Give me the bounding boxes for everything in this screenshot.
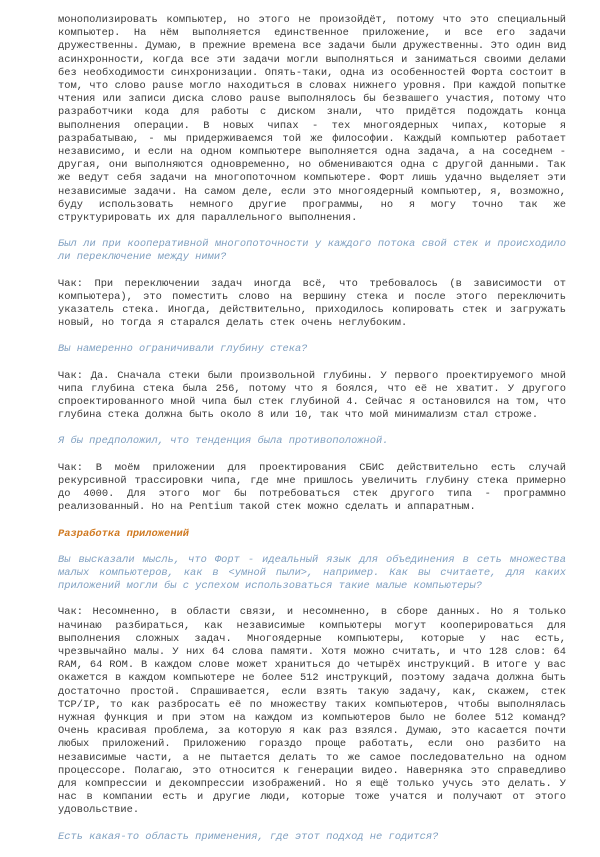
answer-paragraph: Чак: Да. Сначала стеки были произвольной глубины. У первого проектируемого мной чипа глубина стека была 256, потому что я боялся, что её не хватит. У другого спроектированного мной чипа был стек глубиной 4. Сейчас я остановился на том, что глубина стека должна быть около 8 или 10, так что мой минимализм стал строже. bbox=[58, 369, 566, 422]
answer-paragraph: монополизировать компьютер, но этого не произойдёт, потому что это специальный компьютер. На нём выполняется единственное приложение, и все его задачи дружественны. Думаю, в прежние времена все задачи были дружественны. Это один вид асинхронности, когда все эти задачи могли выполняться и заниматься своими делами без необходимости синхронизации. Опять-таки, одна из особенностей Форта состоит в том, что слово pause могло находиться в словах нижнего уровня. При каждой попытке чтения или записи диска слово pause выполнялось бы безвашего участия, потому что разработчики кода для работы с диском знали, что придётся подождать конца выполнения операции. В новых чипах - тех многоядерных чипах, которые я разрабатываю, - мы придерживаемся той же философии. Каждый компьютер работает независимо, и если на одном компьютере выполняется одна задача, а на соседнем - другая, они выполняются одновременно, но обмениваются одна с другой данными. Так же ведут себя задачи на многопоточном компьютере. Форт лишь удачно выделяет эти независимые задачи. На самом деле, если это многоядерный компьютер, я, возможно, буду использовать немного другие программы, но я могу точно так же структурировать их для параллельного выполнения. bbox=[58, 14, 566, 225]
answer-paragraph: Чак: В моём приложении для проектирования СБИС действительно есть случай рекурсивной трассировки чипа, где мне пришлось увеличить глубину стека примерно до 4000. Для этого мог бы потребоваться стек другого типа - программно реализованный. Но на Pentium такой стек можно сделать и аппаратным. bbox=[58, 461, 566, 514]
answer-paragraph: Чак: Несомненно, в области связи, и несомненно, в сборе данных. Но я только начинаю разбираться, как независимые компьютеры могут кооперироваться для выполнения сложных задач. Многоядерные компьютеры, которые у нас есть, чрезвычайно малы. У них 64 слова памяти. Хотя можно считать, и что 128 слов: 64 RAM, 64 ROM. В каждом слове может храниться до четырёх инструкций. В итоге у вас окажется в каждом компьютере не более 512 инструкций, поэтому задача должна быть достаточно простой. Спрашивается, если взять такую задачу, как, скажем, стек TCP/IP, то как разбросать её по множеству таких компьютеров, чтобы выполнялась нужная функция и при этом на каждом из компьютеров было не более 512 команд? Очень красивая проблема, за которую я как раз взялся. Думаю, это касается почти любых приложений. Приложению гораздо проще работать, если оно разбито на независимые части, а не пытается делать то же самое последовательно на одном процессоре. Полагаю, это относится к генерации видео. Наверняка это справедливо для компрессии и декомпрессии изображений. Но я ещё только учусь это делать. У нас в компании есть и другие люди, которые тоже учатся и получают от этого удовольствие. bbox=[58, 606, 566, 817]
interviewer-question: Вы намеренно ограничивали глубину стека? bbox=[58, 343, 308, 356]
interviewer-question: Я бы предположил, что тенденция была противоположной. bbox=[58, 435, 389, 448]
interviewer-question: Вы высказали мысль, что Форт - идеальный язык для объединения в сеть множества малых компьютеров, как в <умной пыли>, например. Как вы считаете, для каких приложений могли бы с успехом использоваться такие малые компьютеры? bbox=[58, 553, 566, 593]
interviewer-question: Есть какая-то область применения, где этот подход не годится? bbox=[58, 830, 439, 843]
document-page bbox=[58, 14, 566, 857]
interviewer-question: Был ли при кооперативной многопоточности у каждого потока свой стек и происходило ли переключение между ними? bbox=[58, 238, 566, 264]
section-heading: Разработка приложений bbox=[58, 527, 189, 540]
answer-paragraph: Чак: При переключении задач иногда всё, что требовалось (в зависимости от компьютера), это поместить слово на вершину стека и после этого переключить указатель стека. Иногда, действительно, приходилось копировать стек и загружать новый, но тогда я старался делать стек очень неглубоким. bbox=[58, 277, 566, 330]
